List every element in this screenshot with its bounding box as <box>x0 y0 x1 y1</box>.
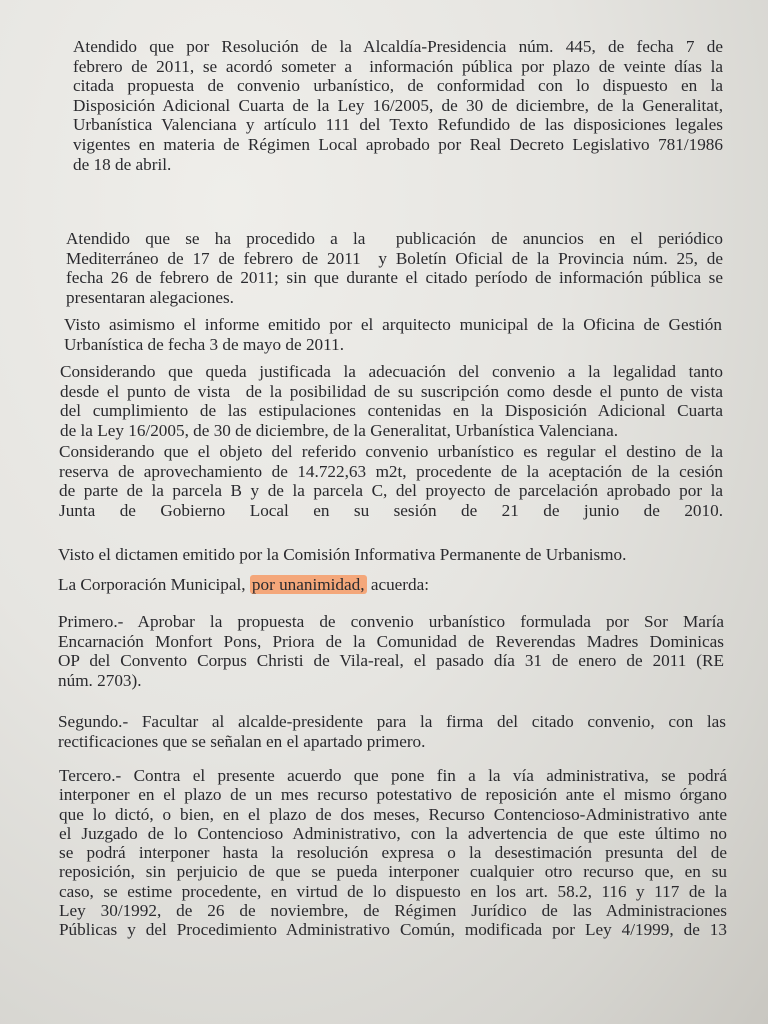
text-line <box>73 135 723 155</box>
line-text: Mediterráneo de 17 de febrero de 2011 y Boletín Oficial de la Provincia núm. 25, de <box>66 248 723 268</box>
line-text: Segundo.- Facultar al alcalde-presidente para la firma del citado convenio, con las <box>58 712 726 731</box>
line-text: Tercero.- Contra el presente acuerdo que pone fin a la vía administrativa, se podrá <box>59 766 727 785</box>
text-line <box>60 382 723 402</box>
text-line <box>64 335 722 355</box>
text-line <box>73 57 723 77</box>
text-line <box>59 805 727 824</box>
paragraph <box>59 442 723 520</box>
text-line <box>59 920 727 939</box>
text-line <box>59 843 727 862</box>
line-text: interponer en el plazo de un mes recurso potestativo de reposición ante el mismo órgano <box>59 785 727 805</box>
line-text: Visto el dictamen emitido por la Comisión Informativa Permanente de Urbanismo. <box>58 545 627 564</box>
text-line <box>59 824 727 843</box>
line-text: caso, se estime procedente, en virtud de lo dispuesto en los art. 58.2, 116 y 117 de la <box>59 881 727 901</box>
text-line <box>59 862 727 881</box>
text-line <box>73 37 723 57</box>
text-line <box>59 481 723 501</box>
text-line <box>66 268 723 288</box>
line-text: febrero de 2011, se acordó someter a información pública por plazo de veinte días la <box>73 56 723 76</box>
line-text: rectificaciones que se señalan en el apartado primero. <box>58 731 426 751</box>
line-text: Ley 30/1992, de 26 de noviembre, de Régimen Jurídico de las Administraciones <box>59 901 727 921</box>
line-text: La Corporación Municipal, <box>58 575 250 594</box>
text-line <box>59 785 727 804</box>
text-line <box>60 362 723 382</box>
line-text: Encarnación Monfort Pons, Priora de la Comunidad de Reverendas Madres Dominicas <box>58 631 724 651</box>
line-text: Visto asimismo el informe emitido por el arquitecto municipal de la Oficina de Gestión <box>64 315 722 334</box>
line-text: Primero.- Aprobar la propuesta de convenio urbanístico formulada por Sor María <box>58 612 724 631</box>
line-text: Urbanística Valenciana y artículo 111 del Texto Refundido de las disposiciones legales <box>73 115 723 135</box>
line-text: acuerda: <box>366 575 430 594</box>
line-text: Urbanística de fecha 3 de mayo de 2011. <box>64 334 344 354</box>
line-text: se podrá interponer hasta la resolución expresa o la desestimación presunta del de <box>59 843 727 863</box>
text-line <box>73 96 723 116</box>
paragraph <box>60 362 723 440</box>
text-line <box>58 712 726 732</box>
text-line <box>59 766 727 785</box>
line-text: fecha 26 de febrero de 2011; sin que durante el citado período de información pública se <box>66 268 723 288</box>
line-text: reposición, sin perjuicio de que se pueda interponer cualquier otro recurso que, en su <box>59 862 727 882</box>
line-text: del cumplimiento de las estipulaciones contenidas en la Disposición Adicional Cuarta <box>60 401 723 421</box>
text-line <box>60 421 723 441</box>
text-line <box>58 612 724 632</box>
line-text: reserva de aprovechamiento de 14.722,63 m2t, procedente de la aceptación de la cesión <box>59 461 723 481</box>
text-line <box>58 545 722 565</box>
line-text: citada propuesta de convenio urbanístico, de conformidad con lo dispuesto en la <box>73 76 723 96</box>
paragraph <box>59 766 727 940</box>
text-line <box>66 288 723 308</box>
line-text: Atendido que se ha procedido a la publicación de anuncios en el periódico <box>66 229 723 248</box>
text-line <box>59 501 723 521</box>
text-line <box>73 155 723 175</box>
text-line <box>58 732 726 752</box>
text-line <box>60 401 723 421</box>
text-line <box>73 115 723 135</box>
text-line <box>58 632 724 652</box>
text-line <box>59 901 727 920</box>
line-text: vigentes en materia de Régimen Local aprobado por Real Decreto Legislativo 781/1986 <box>73 134 723 154</box>
text-line <box>66 229 723 249</box>
paragraph <box>66 229 723 307</box>
text-line <box>64 315 722 335</box>
text-line <box>59 882 727 901</box>
line-text: Junta de Gobierno Local en su sesión de 21 de junio de 2010. <box>59 500 723 520</box>
line-text: de la Ley 16/2005, de 30 de diciembre, de la Generalitat, Urbanística Valenciana. <box>60 420 619 440</box>
paragraph <box>58 575 722 595</box>
line-text: el Juzgado de lo Contencioso Administrativo, con la advertencia de que este último no <box>59 823 727 843</box>
line-text: OP del Convento Corpus Christi de Vila-real, el pasado día 31 de enero de 2011 (RE <box>58 651 724 671</box>
text-line <box>66 249 723 269</box>
text-line <box>73 76 723 96</box>
text-line <box>58 671 724 691</box>
text-line <box>59 462 723 482</box>
highlighted-text: por unanimidad, <box>251 575 365 594</box>
line-text: Atendido que por Resolución de la Alcaldía-Presidencia núm. 445, de fecha 7 de <box>73 37 723 56</box>
text-line <box>58 575 722 595</box>
line-text: presentaran alegaciones. <box>66 287 234 307</box>
paragraph <box>58 712 726 751</box>
paragraph <box>58 545 722 565</box>
paragraph <box>58 612 724 690</box>
line-text: que lo dictó, o bien, en el plazo de dos meses, Recurso Contencioso-Administrativo ante <box>59 804 727 824</box>
text-line <box>59 442 723 462</box>
line-text: Considerando que queda justificada la adecuación del convenio a la legalidad tanto <box>60 362 723 381</box>
line-text: de 18 de abril. <box>73 154 172 174</box>
line-text: de parte de la parcela B y de la parcela C, del proyecto de parcelación aprobado por la <box>59 481 723 501</box>
paragraph <box>73 37 723 174</box>
line-text: desde el punto de vista de la posibilidad de su suscripción como desde el punto de vista <box>60 381 723 401</box>
line-text: Públicas y del Procedimiento Administrativo Común, modificada por Ley 4/1999, de 13 <box>59 920 727 940</box>
line-text: Disposición Adicional Cuarta de la Ley 16/2005, de 30 de diciembre, de la Generalitat, <box>73 95 723 115</box>
text-line <box>58 651 724 671</box>
line-text: Considerando que el objeto del referido convenio urbanístico es regular el destino de la <box>59 442 723 461</box>
paragraph <box>64 315 722 354</box>
line-text: núm. 2703). <box>58 670 142 690</box>
